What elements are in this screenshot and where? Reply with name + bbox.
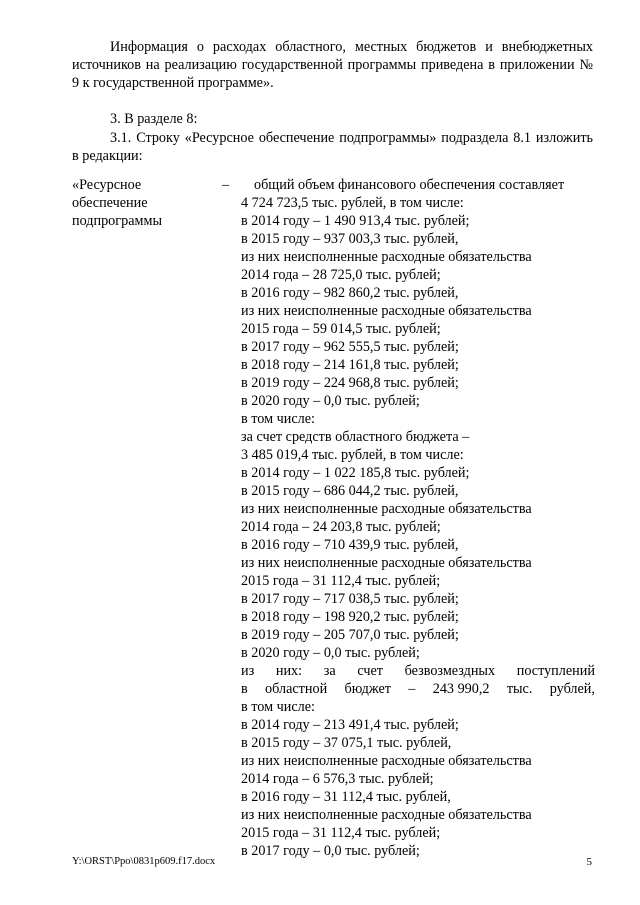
content-line: в 2017 году – 717 038,5 тыс. рублей; xyxy=(241,591,459,607)
content-line: из них неисполненные расходные обязательства xyxy=(241,807,532,823)
word: областной xyxy=(265,681,328,697)
content-line: из них неисполненные расходные обязательства xyxy=(241,753,532,769)
content-line: в 2017 году – 962 555,5 тыс. рублей; xyxy=(241,339,459,355)
content-line: 2014 года – 6 576,3 тыс. рублей; xyxy=(241,771,434,787)
content-line: из них неисполненные расходные обязательства xyxy=(241,555,532,571)
content-line: общий объем финансового обеспечения составляет xyxy=(254,177,565,193)
paragraph-info-expenses: Информация о расходах областного, местных бюджетов и внебюджетных источников на реализацию государственной программы приведена в приложении № 9 к государственной программе». xyxy=(72,39,593,91)
content-line: в 2018 году – 198 920,2 тыс. рублей; xyxy=(241,609,459,625)
word: из xyxy=(241,663,255,679)
content-line: в 2019 году – 205 707,0 тыс. рублей; xyxy=(241,627,459,643)
word: поступлений xyxy=(516,663,595,679)
content-line: в 2015 году – 686 044,2 тыс. рублей, xyxy=(241,483,459,499)
label-line: обеспечение xyxy=(72,195,148,211)
word: за xyxy=(323,663,336,679)
content-line: в 2016 году – 982 860,2 тыс. рублей, xyxy=(241,285,459,301)
content-line: в 2016 году – 31 112,4 тыс. рублей, xyxy=(241,789,451,805)
content-line: 2015 года – 59 014,5 тыс. рублей; xyxy=(241,321,441,337)
resource-content xyxy=(241,176,595,860)
content-line: в 2014 году – 1 490 913,4 тыс. рублей; xyxy=(241,213,470,229)
paragraph-section-8: 3. В разделе 8: xyxy=(110,111,198,127)
label-line: «Ресурсное xyxy=(72,177,142,193)
page-number: 5 xyxy=(586,856,592,868)
content-line: в 2015 году – 937 003,3 тыс. рублей, xyxy=(241,231,459,247)
word: рублей, xyxy=(549,681,595,697)
content-line: 2014 года – 28 725,0 тыс. рублей; xyxy=(241,267,441,283)
content-line: 2015 года – 31 112,4 тыс. рублей; xyxy=(241,825,441,841)
content-line: в 2018 году – 214 161,8 тыс. рублей; xyxy=(241,357,459,373)
label-line: подпрограммы xyxy=(72,213,162,229)
content-line: 2015 года – 31 112,4 тыс. рублей; xyxy=(241,573,441,589)
content-line: в 2014 году – 1 022 185,8 тыс. рублей; xyxy=(241,465,470,481)
word: бюджет xyxy=(344,681,391,697)
content-line: 3 485 019,4 тыс. рублей, в том числе: xyxy=(241,447,464,463)
word: 243 990,2 xyxy=(432,681,490,697)
content-line-justified xyxy=(241,662,595,680)
content-line: в 2019 году – 224 968,8 тыс. рублей; xyxy=(241,375,459,391)
content-line: 2014 года – 24 203,8 тыс. рублей; xyxy=(241,519,441,535)
word: – xyxy=(408,681,416,697)
word: тыс. xyxy=(506,681,533,697)
content-line: в 2020 году – 0,0 тыс. рублей; xyxy=(241,645,420,661)
content-line: в 2015 году – 37 075,1 тыс. рублей, xyxy=(241,735,452,751)
word: счет xyxy=(357,663,383,679)
content-line: в 2020 году – 0,0 тыс. рублей; xyxy=(241,393,420,409)
content-line: за счет средств областного бюджета – xyxy=(241,429,470,445)
content-line: из них неисполненные расходные обязательства xyxy=(241,501,532,517)
resource-label xyxy=(72,176,222,230)
content-line: в 2017 году – 0,0 тыс. рублей; xyxy=(241,843,420,859)
content-line: из них неисполненные расходные обязательства xyxy=(241,249,532,265)
word: них: xyxy=(275,663,303,679)
content-line: в том числе: xyxy=(241,411,315,427)
word: в xyxy=(241,681,248,697)
footer-file-path: Y:\ORST\Ppo\0831p609.f17.docx xyxy=(72,856,216,867)
row-dash: – xyxy=(222,177,230,193)
content-line: в 2014 году – 213 491,4 тыс. рублей; xyxy=(241,717,459,733)
paragraph-item-3-1: 3.1. Строку «Ресурсное обеспечение подпрограммы» подраздела 8.1 изложить в редакции: xyxy=(72,130,593,164)
word: безвозмездных xyxy=(404,663,496,679)
content-line: из них неисполненные расходные обязательства xyxy=(241,303,532,319)
content-line: 4 724 723,5 тыс. рублей, в том числе: xyxy=(241,195,464,211)
content-line-justified xyxy=(241,680,595,698)
content-line: в том числе: xyxy=(241,699,315,715)
content-line: в 2016 году – 710 439,9 тыс. рублей, xyxy=(241,537,459,553)
